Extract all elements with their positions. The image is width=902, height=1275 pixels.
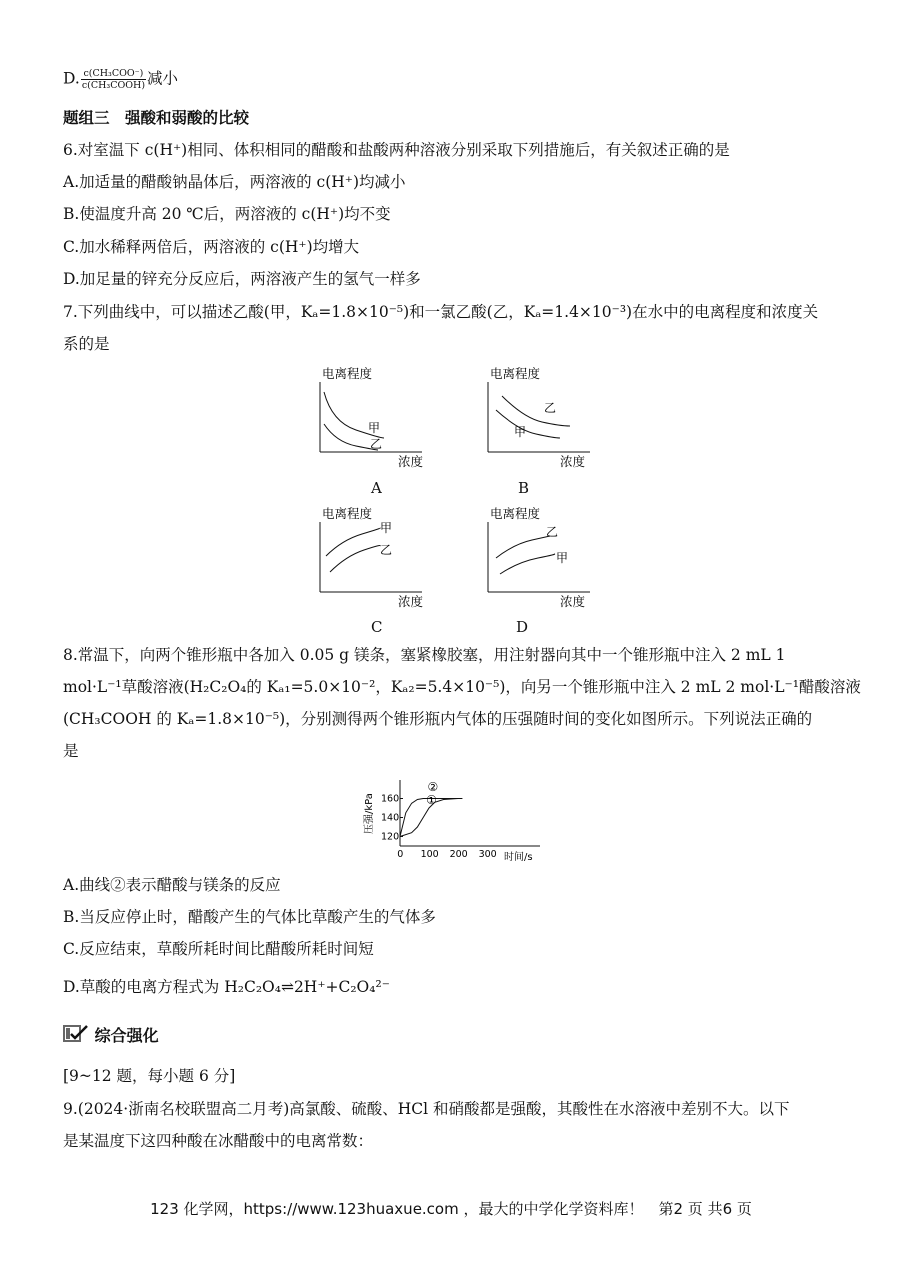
- q8-stem-line2: mol·L⁻¹草酸溶液(H₂C₂O₄的 Kₐ₁=5.0×10⁻²，Kₐ₂=5.4×10⁻⁵)，向另一个锥形瓶中注入 2 mL 2 mol·L⁻¹醋酸溶液: [63, 678, 861, 696]
- q7-caption-c: C: [371, 618, 383, 636]
- label-yi: 乙: [380, 543, 393, 557]
- section-title: 综合强化: [94, 1026, 159, 1045]
- q7-diagram-b: [480, 364, 600, 476]
- xlabel: 浓度: [560, 454, 586, 469]
- x-tick-label: 0: [397, 849, 404, 860]
- q8-option-b: B.当反应停止时，醋酸产生的气体比草酸产生的气体多: [63, 908, 436, 926]
- q7-caption-a: A: [371, 479, 382, 497]
- series-label: ①: [426, 793, 437, 808]
- xlabel: 浓度: [398, 454, 424, 469]
- x-tick-label: 100: [420, 849, 439, 860]
- q6-stem: 6.对室温下 c(H⁺)相同、体积相同的醋酸和盐酸两种溶液分别采取下列措施后，有关叙述正确的是: [63, 141, 730, 159]
- label-yi: 乙: [544, 401, 557, 415]
- label-yi: 乙: [370, 437, 383, 451]
- y-tick-label: 160: [381, 793, 400, 805]
- ylabel: 电离程度: [490, 506, 541, 521]
- pressure-chart: [358, 772, 558, 872]
- option-suffix: 减小: [147, 69, 179, 88]
- y-tick-label: 140: [381, 812, 400, 824]
- fraction: [81, 68, 146, 91]
- q6-option-d: D.加足量的锌充分反应后，两溶液产生的氢气一样多: [63, 270, 421, 288]
- label-jia: 甲: [380, 521, 393, 535]
- q8-stem-line3: (CH₃COOH 的 Kₐ=1.8×10⁻⁵)，分别测得两个锥形瓶内气体的压强随时间的变化如图所示。下列说法正确的: [63, 710, 813, 728]
- ylabel: 电离程度: [490, 366, 541, 381]
- q7-stem-line2: 系的是: [63, 335, 110, 353]
- q9-stem-line1: 9.(2024·浙南名校联盟高二月考)高氯酸、硫酸、HCl 和硝酸都是强酸，其酸性在水溶液中差别不大。以下: [63, 1100, 790, 1118]
- q8-option-d: D.草酸的电离方程式为 H₂C₂O₄⇌2H⁺+C₂O₄²⁻: [63, 978, 390, 996]
- label-jia: 甲: [368, 421, 381, 435]
- section-header: [63, 1024, 159, 1049]
- q8-stem-line4: 是: [63, 742, 79, 760]
- y-tick-label: 120: [381, 831, 400, 843]
- xlabel: 浓度: [560, 594, 586, 609]
- q8-option-c: C.反应结束，草酸所耗时间比醋酸所耗时间短: [63, 940, 374, 958]
- option-label: D.: [63, 69, 80, 88]
- q7-stem-line1: 7.下列曲线中，可以描述乙酸(甲，Kₐ=1.8×10⁻⁵)和一氯乙酸(乙，Kₐ=1.4×10⁻³)在水中的电离程度和浓度关: [63, 303, 819, 321]
- fraction-denominator: c(CH₃COOH): [81, 80, 146, 91]
- q7-caption-d: D: [516, 618, 529, 636]
- q8-option-a: A.曲线②表示醋酸与镁条的反应: [63, 876, 281, 894]
- q7-caption-b: B: [518, 479, 530, 497]
- label-jia: 甲: [514, 425, 527, 439]
- page-footer: 123 化学网，https://www.123huaxue.com ，最大的中学化学资料库！ 第2 页 共6 页: [150, 1200, 752, 1218]
- label-yi: 乙: [546, 525, 559, 539]
- ylabel: 电离程度: [322, 366, 373, 381]
- q6-option-c: C.加水稀释两倍后，两溶液的 c(H⁺)均增大: [63, 238, 360, 256]
- x-tick-label: 300: [478, 849, 497, 860]
- q7-diagram-a: [312, 364, 432, 476]
- fraction-numerator: c(CH₃COO⁻): [81, 68, 146, 80]
- series-label: ②: [427, 779, 439, 794]
- label-jia: 甲: [556, 551, 569, 565]
- score-note: [9~12 题，每小题 6 分]: [63, 1067, 236, 1085]
- chart-xlabel: 时间/s: [504, 852, 533, 863]
- q7-diagram-c: [312, 504, 432, 616]
- group3-title: 题组三 强酸和弱酸的比较: [63, 109, 250, 127]
- ylabel: 电离程度: [322, 506, 373, 521]
- q7-diagram-d: [480, 504, 600, 616]
- prev-option-d: [63, 68, 178, 91]
- check-pencil-icon: [63, 1024, 89, 1049]
- xlabel: 浓度: [398, 594, 424, 609]
- x-tick-label: 200: [449, 849, 468, 860]
- q9-stem-line2: 是某温度下这四种酸在冰醋酸中的电离常数：: [63, 1132, 374, 1150]
- q8-stem-line1: 8.常温下，向两个锥形瓶中各加入 0.05 g 镁条，塞紧橡胶塞，用注射器向其中一个锥形瓶中注入 2 mL 1: [63, 646, 786, 664]
- chart-ylabel: 压强/kPa: [364, 793, 375, 834]
- q6-option-b: B.使温度升高 20 ℃后，两溶液的 c(H⁺)均不变: [63, 205, 391, 223]
- q6-option-a: A.加适量的醋酸钠晶体后，两溶液的 c(H⁺)均减小: [63, 173, 406, 191]
